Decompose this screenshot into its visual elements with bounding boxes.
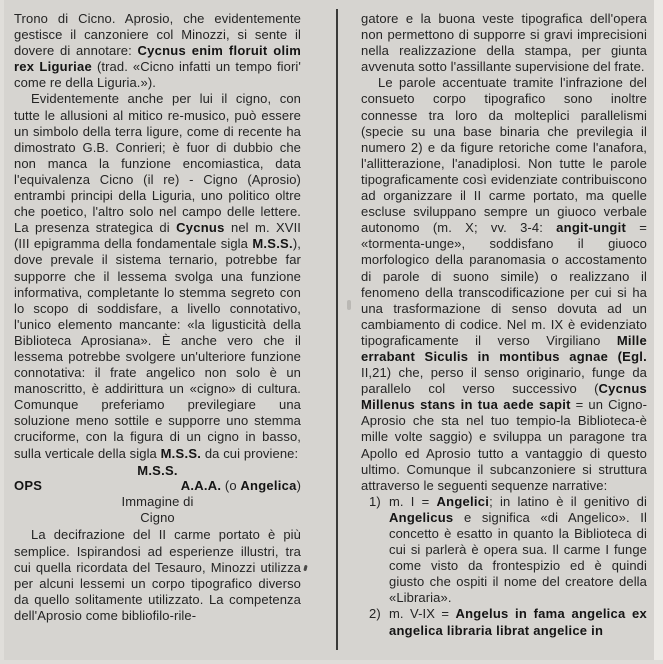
text-run: e significa «di Angelico». Il concetto è esatto in quanto la Biblioteca di cui si parlerà è opera sua. Il carme I funge come visto da frontespizio ed è quindi giusto che ospiti il nome del creatore della «Libraria». (389, 509, 647, 606)
scan-speck (303, 565, 307, 572)
text-run: La decifrazione del II carme portato è più semplice. Ispirandosi ad esperienze illustri, tra cui quella ricordata del Tesauro, Minozzi utilizza per alcuni lessemi un corpo tipografico diverso da quello solitamente utilizzato. La competenza dell'Aprosio come bibliofilo-rile- (14, 527, 301, 623)
emphasized-text: angit-ungit (556, 220, 627, 236)
emphasized-text: Cycnus Millenus stans in tua aede sapit (361, 381, 647, 413)
text-run: = «tormenta-unge», soddisfano il giuoco morfologico della paranomasia o accostamento di parole di suono simile) o realizzano il fenomeno della transcodificazione per cui si ha una trasformazione di senso dovuta ad un cambiamento di codice. Nel m. IX è evidenziato tipograficamente il verso Virgiliano (361, 220, 647, 348)
item-marker: 2) (369, 606, 381, 622)
text-run: Trono di Cicno. Aprosio, che evidentemente gestisce il canzoniere col Minozzi, si sente il dovere di annotare: (14, 11, 301, 59)
emphasized-text: Angelici (436, 493, 490, 509)
text-run: Evidentemente anche per lui il cigno, con tutte le allusioni al mitico re-musico, può essere un simbolo della terra ligure, come di recente ha dimostrato G.B. Conrieri; è fuor di dubbio che non manca la funzione encomiastica, data l'equivalenza Cicno (il re) - Cigno (Aprosio) entrambi principi della Liguria, uno politico oltre che poetico, l'altro solo nel campo delle lettere. La presenza strategica di (14, 91, 301, 236)
scan-edge-left (0, 0, 4, 664)
text-run: Le parole accentuate tramite l'infrazione del consueto corpo tipografico sono inoltre connesse tra loro da molteplici parallelismi (specie su una base binaria che previlegia il numero 2) e da figure retoriche come l'anafora, l'allitterazione, l'anadiplosi. Non tutte le parole tipograficamente così evidenziate contribuiscono ad organizzare il II carme portato, ma quelle escluse sviluppano sempre un giuoco verbale autonomo (m. X; vv. 3-4: (361, 75, 647, 236)
text-run: nel m. XVII (III epigramma della fondamentale sigla (14, 220, 302, 252)
emphasized-text: Angelica (240, 478, 297, 494)
paragraph (14, 11, 301, 91)
text-run: m. V-IX = (389, 606, 456, 622)
diagram-row-center (14, 463, 301, 479)
diagram-row-center (14, 510, 301, 526)
scan-edge-right (654, 0, 663, 664)
text-run: (o (221, 478, 241, 494)
diagram-row-center (14, 494, 301, 510)
emphasized-text: Cycnus enim floruit olim rex Liguriae (14, 43, 302, 75)
emphasized-text: M.S.S. (160, 445, 202, 461)
emphasized-text: Cycnus (176, 220, 225, 236)
text-run: = un Cigno-Aprosio che sta nel tuo tempio-la Biblioteca-è mille volte saggio) e sviluppa un paragone tra Apollo ed Aprosio tutto a vantaggio di questo ultimo. Comunque il subcanzoniere si struttura attraverso le seguenti sequenze narrative: (361, 397, 647, 493)
diagram-left-label (14, 478, 42, 494)
emphasized-text: Mille errabant Siculis in montibus agnae (Egl. (361, 332, 647, 364)
emphasized-text: OPS (14, 478, 43, 494)
emphasized-text: Angelus in fama angelica ex angelica libraria librat angelice in (389, 606, 647, 638)
numbered-item (361, 606, 647, 638)
text-run: da cui proviene: (201, 445, 299, 461)
text-run: ) (296, 478, 301, 494)
emphasized-text: A.A.A. (180, 478, 222, 494)
scan-edge-bottom (0, 660, 663, 664)
column-divider-rule (336, 9, 338, 650)
text-run: ), dove prevale il sistema ternario, potrebbe far supporre che il lessema svolga una funzione informativa, completante lo stemma segreto con lo scopo di soddisfare, a livello connotativo, l'unico elemento mancante: «la ligusticità della Biblioteca Aprosiana». È anche vero che il lessema potrebbe svolgere un'ulteriore funzione connotativa: il frate angelico non solo è un manoscritto, è addirittura un «cigno» di cultura. Comunque preferiamo previlegiare una soluzione meno sottile e supporre uno stemma cruciforme, con la figura di un cigno in basso, sulla verticale della sigla (14, 236, 301, 461)
item-marker: 1) (369, 493, 381, 509)
text-run: II,21) che, perso il senso originario, funge da parallelo col verso successivo ( (361, 365, 647, 397)
text-run: Immagine di (121, 494, 194, 510)
scan-speck (347, 300, 351, 310)
diagram-row-split (14, 478, 301, 494)
emphasized-text: M.S.S. (137, 462, 178, 478)
paragraph (14, 91, 301, 461)
text-run: gatore e la buona veste tipografica dell'opera non permettono di supporre si gravi imprecisioni nella realizzazione della stampa, per giunta avvenuta sotto l'assillante supervisione del frate. (361, 11, 647, 75)
text-run: ; in latino è il genitivo di (489, 493, 647, 509)
emphasized-text: M.S.S. (252, 236, 293, 252)
item-text (389, 606, 647, 638)
numbered-item (361, 494, 647, 607)
emphasized-text: Angelicus (389, 509, 454, 525)
paragraph (361, 75, 647, 493)
stemma-diagram (14, 463, 301, 526)
text-run: (trad. «Cicno infatti un tempo fiori' come re della Liguria.»). (14, 59, 302, 91)
text-column-right (361, 11, 647, 639)
item-text (389, 494, 647, 607)
paragraph (14, 527, 301, 624)
paragraph (361, 11, 647, 75)
text-run: m. I = (389, 493, 437, 509)
diagram-right-label (181, 478, 301, 494)
text-run: Cigno (140, 509, 175, 525)
text-column-left (14, 11, 301, 624)
